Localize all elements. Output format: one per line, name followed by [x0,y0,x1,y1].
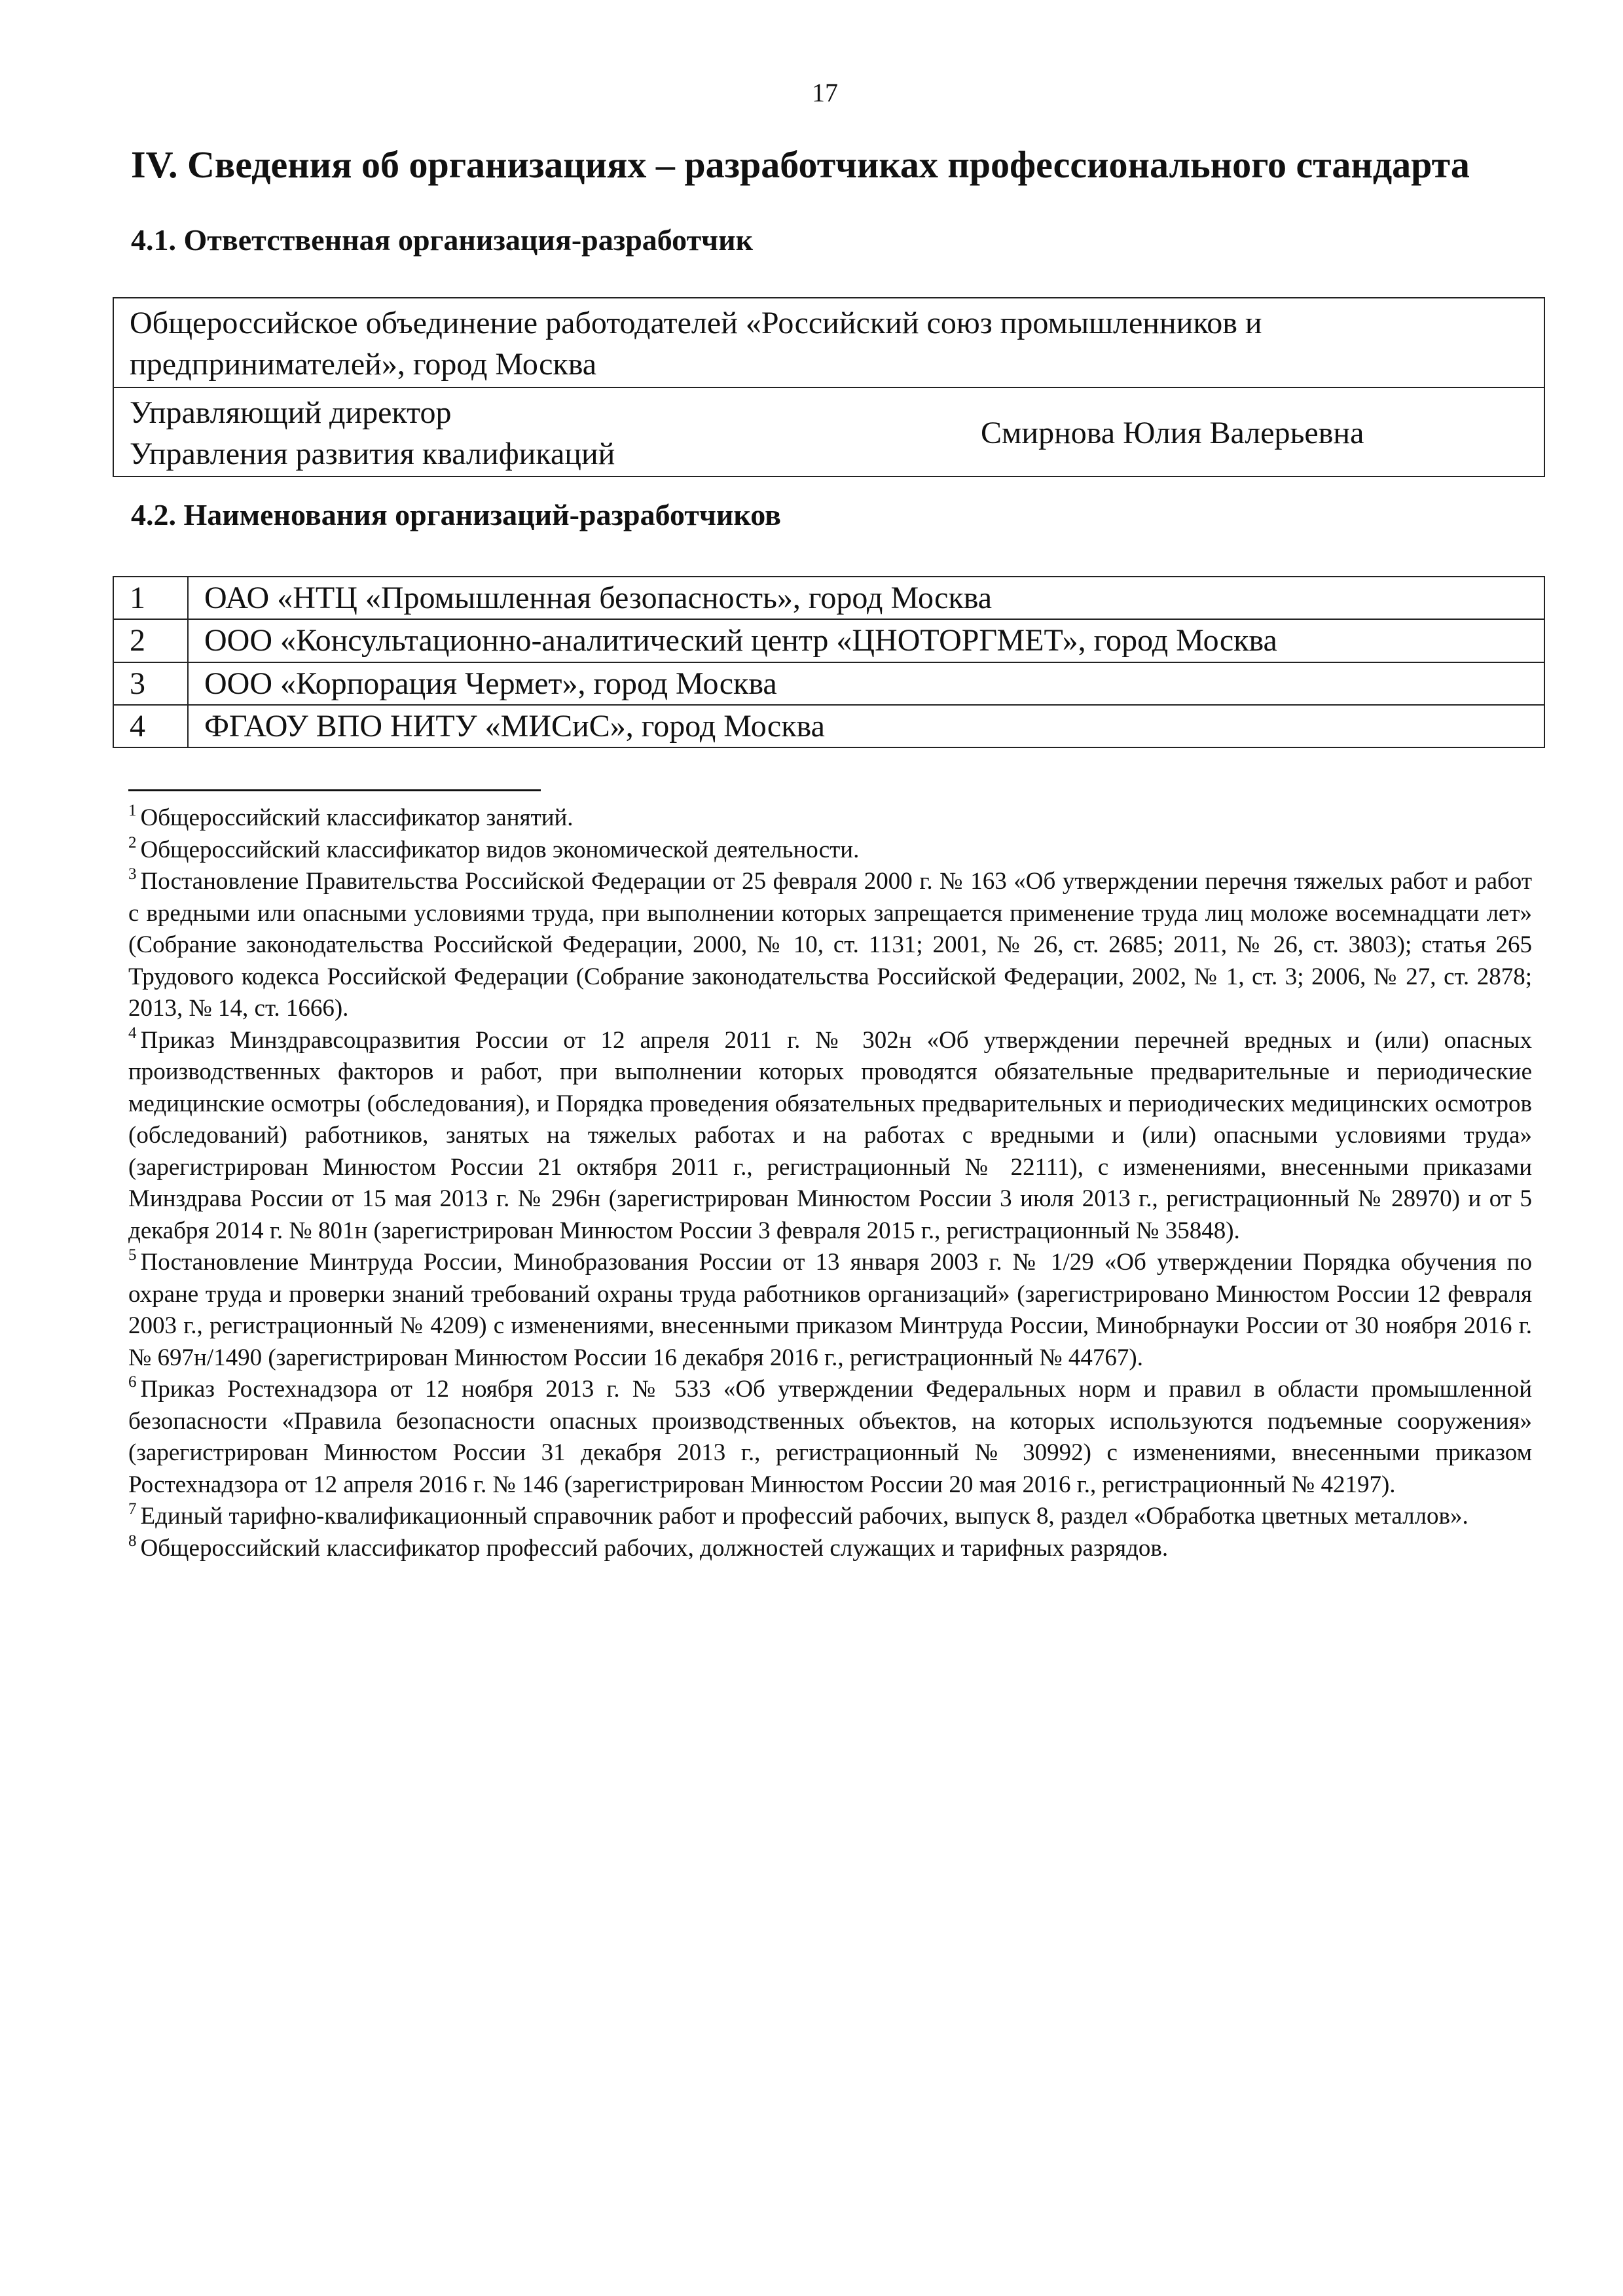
position-line1: Управляющий директор [130,395,452,430]
footnote-mark: 2 [128,833,137,852]
footnotes [128,802,1532,1564]
position-cell [113,387,951,477]
footnote [128,834,1532,867]
org-name-line1: Общероссийское объединение работодателей «Российский союз промышленников и [130,306,1262,340]
org-head-row [113,387,1544,477]
footnote-text: Постановление Минтруда России, Минобразования России от 13 января 2003 г. № 1/29 «Об утверждении Порядка обучения по охране труда и проверки знаний требований охраны труда работников организаций» (зарегистрировано Минюстом России 12 февраля 2003 г., регистрационный № 4209) с изменениями, внесенными приказом Минтруда России, Минобрнауки России от 30 ноября 2016 г. № 697н/1490 (зарегистрирован Минюстом России 16 декабря 2016 г., регистрационный № 44767). [128,1249,1532,1371]
footnote [128,1501,1532,1533]
footnote [128,1533,1532,1565]
table-row [113,619,1544,662]
footnote-text: Приказ Минздравсоцразвития России от 12 апреля 2011 г. № 302н «Об утверждении перечней вредных и (или) опасных производственных факторов и работ, при выполнении которых проводятся обязательные предварительные и периодические медицинские осмотры (обследования), и Порядка проведения обязательных предварительных и периодических медицинских осмотров (обследований) работников, занятых на тяжелых работах и на работах с вредными и (или) опасными условиями труда» (зарегистрирован Минюстом России 21 октября 2011 г., регистрационный № 22111), с изменениями, внесенными приказами Минздрава России от 15 мая 2013 г. № 296н (зарегистрирован Минюстом России 3 июля 2013 г., регистрационный № 28970) и от 5 декабря 2014 г. № 801н (зарегистрирован Минюстом России 3 февраля 2015 г., регистрационный № 35848). [128,1026,1532,1244]
row-number: 2 [113,619,188,662]
section-title: IV. Сведения об организациях – разработчиках профессионального стандарта [131,143,1470,186]
footnote-divider [128,789,541,791]
footnote [128,1025,1532,1247]
table-row [113,705,1544,747]
footnote-mark: 7 [128,1500,137,1518]
footnote-text: Общероссийский классификатор занятий. [140,804,574,831]
footnote-mark: 3 [128,865,137,883]
footnote-text: Постановление Правительства Российской Федерации от 25 февраля 2000 г. № 163 «Об утверждении перечня тяжелых работ и работ с вредными или опасными условиями труда, при выполнении которых запрещается применение труда лиц моложе восемнадцати лет» (Собрание законодательства Российской Федерации, 2000, № 10, ст. 1131; 2001, № 26, ст. 2685; 2011, № 26, ст. 3803); статья 265 Трудового кодекса Российской Федерации (Собрание законодательства Российской Федерации, 2002, № 1, ст. 3; 2006, № 27, ст. 2878; 2013, № 14, ст. 1666). [128,868,1532,1022]
responsible-org-table [113,297,1545,477]
org-name: ООО «Консультационно-аналитический центр «ЦНОТОРГМЕТ», город Москва [188,619,1544,662]
table-row [113,577,1544,619]
person-name: Смирнова Юлия Валерьевна [951,387,1544,477]
footnote-text: Приказ Ростехнадзора от 12 ноября 2013 г. № 533 «Об утверждении Федеральных норм и правил в области промышленной безопасности «Правила безопасности опасных производственных объектов, на которых используются подъемные сооружения» (зарегистрирован Минюстом России 31 декабря 2013 г., регистрационный № 30992) с изменениями, внесенными приказом Ростехнадзора от 12 апреля 2016 г. № 146 (зарегистрирован Минюстом России 20 мая 2016 г., регистрационный № 42197). [128,1376,1532,1498]
footnote-mark: 1 [128,802,137,819]
page-number: 17 [812,78,838,107]
org-name-line2: предпринимателей», город Москва [130,347,597,382]
org-name: ФГАОУ ВПО НИТУ «МИСиС», город Москва [188,705,1544,747]
row-number: 3 [113,662,188,705]
row-number: 1 [113,577,188,619]
footnote-text: Единый тарифно-квалификационный справочник работ и профессий рабочих, выпуск 8, раздел «Обработка цветных металлов». [140,1503,1468,1530]
table-row [113,662,1544,705]
org-name: ООО «Корпорация Чермет», город Москва [188,662,1544,705]
org-name-cell [113,298,1544,387]
org-name-row [113,298,1544,387]
footnote [128,802,1532,834]
footnote-text: Общероссийский классификатор профессий рабочих, должностей служащих и тарифных разрядов. [140,1534,1169,1562]
footnote-text: Общероссийский классификатор видов экономической деятельности. [140,836,860,863]
row-number: 4 [113,705,188,747]
developer-orgs-table [113,576,1545,748]
responsible-org-heading: 4.1. Ответственная организация-разработчик [131,223,754,257]
footnote-mark: 4 [128,1024,137,1042]
footnote-mark: 6 [128,1373,137,1391]
footnote-mark: 8 [128,1532,137,1550]
developer-orgs-heading: 4.2. Наименования организаций-разработчиков [131,498,781,531]
footnote [128,866,1532,1025]
footnote [128,1247,1532,1374]
position-line2: Управления развития квалификаций [130,437,615,472]
org-name: ОАО «НТЦ «Промышленная безопасность», город Москва [188,577,1544,619]
footnote-mark: 5 [128,1246,137,1264]
footnote [128,1374,1532,1501]
